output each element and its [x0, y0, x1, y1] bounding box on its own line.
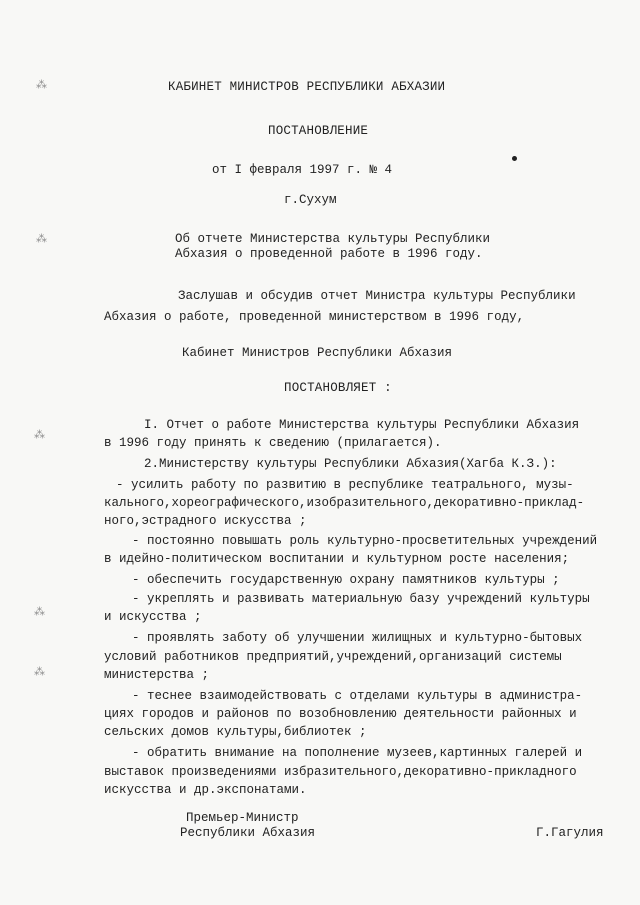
date-number: от I февраля 1997 г. № 4 [212, 163, 393, 177]
body-line: искусства и др.экспонатами. [104, 783, 307, 797]
body-line: - укреплять и развивать материальную базу учреждений культуры [132, 592, 590, 606]
body-line: в идейно-политическом воспитании и культурном росте населения; [104, 552, 570, 566]
body-line: министерства ; [104, 668, 210, 682]
signature-title-1: Премьер-Министр [186, 811, 299, 825]
preamble-line-1: Заслушав и обсудив отчет Министра культуры Республики [178, 289, 576, 303]
body-line: сельских домов культуры,библиотек ; [104, 725, 367, 739]
body-line: выставок произведениями избразительного,декоративно-прикладного [104, 765, 577, 779]
margin-mark: ⁂ [34, 428, 45, 441]
body-line: кального,хореографического,изобразительного,декоративно-приклад- [104, 496, 585, 510]
margin-mark: ⁂ [36, 232, 47, 245]
decides-heading: ПОСТАНОВЛЯЕТ : [284, 381, 392, 395]
body-line: условий работников предприятий,учреждений,организаций системы [104, 650, 562, 664]
body-line: ного,эстрадного искусства ; [104, 514, 307, 528]
subject-line-2: Абхазия о проведенной работе в 1996 году. [175, 247, 483, 261]
org-title: КАБИНЕТ МИНИСТРОВ РЕСПУБЛИКИ АБХАЗИИ [168, 80, 446, 94]
body-line: в 1996 году принять к сведению (прилагается). [104, 436, 442, 450]
margin-mark: ⁂ [34, 665, 45, 678]
body-line: циях городов и районов по возобновлению деятельности районных и [104, 707, 577, 721]
preamble-line-2: Абхазия о работе, проведенной министерством в 1996 году, [104, 310, 525, 324]
body-line: - усилить работу по развитию в республике театрального, музы- [116, 478, 574, 492]
margin-mark: ⁂ [34, 605, 45, 618]
city: г.Сухум [284, 193, 337, 207]
body-line: 2.Министерству культуры Республики Абхазия(Хагба К.З.): [144, 457, 557, 471]
body-line: - постоянно повышать роль культурно-просветительных учреждений [132, 534, 598, 548]
body-line: - обеспечить государственную охрану памятников культуры ; [132, 573, 560, 587]
cabinet-line: Кабинет Министров Республики Абхазия [182, 346, 453, 360]
subject-line-1: Об отчете Министерства культуры Республики [175, 232, 491, 246]
body-line: - теснее взаимодействовать с отделами культуры в администра- [132, 689, 583, 703]
body-line: - проявлять заботу об улучшении жилищных и культурно-бытовых [132, 631, 583, 645]
signature-title-2: Республики Абхазия [180, 826, 316, 840]
body-line: и искусства ; [104, 610, 202, 624]
ink-dot [512, 156, 517, 161]
body-line: - обратить внимание на пополнение музеев,картинных галерей и [132, 746, 583, 760]
margin-mark: ⁂ [36, 78, 47, 91]
signature-name: Г.Гагулия [536, 826, 604, 840]
body-line: I. Отчет о работе Министерства культуры Республики Абхазия [144, 418, 580, 432]
doc-type: ПОСТАНОВЛЕНИЕ [268, 124, 369, 138]
